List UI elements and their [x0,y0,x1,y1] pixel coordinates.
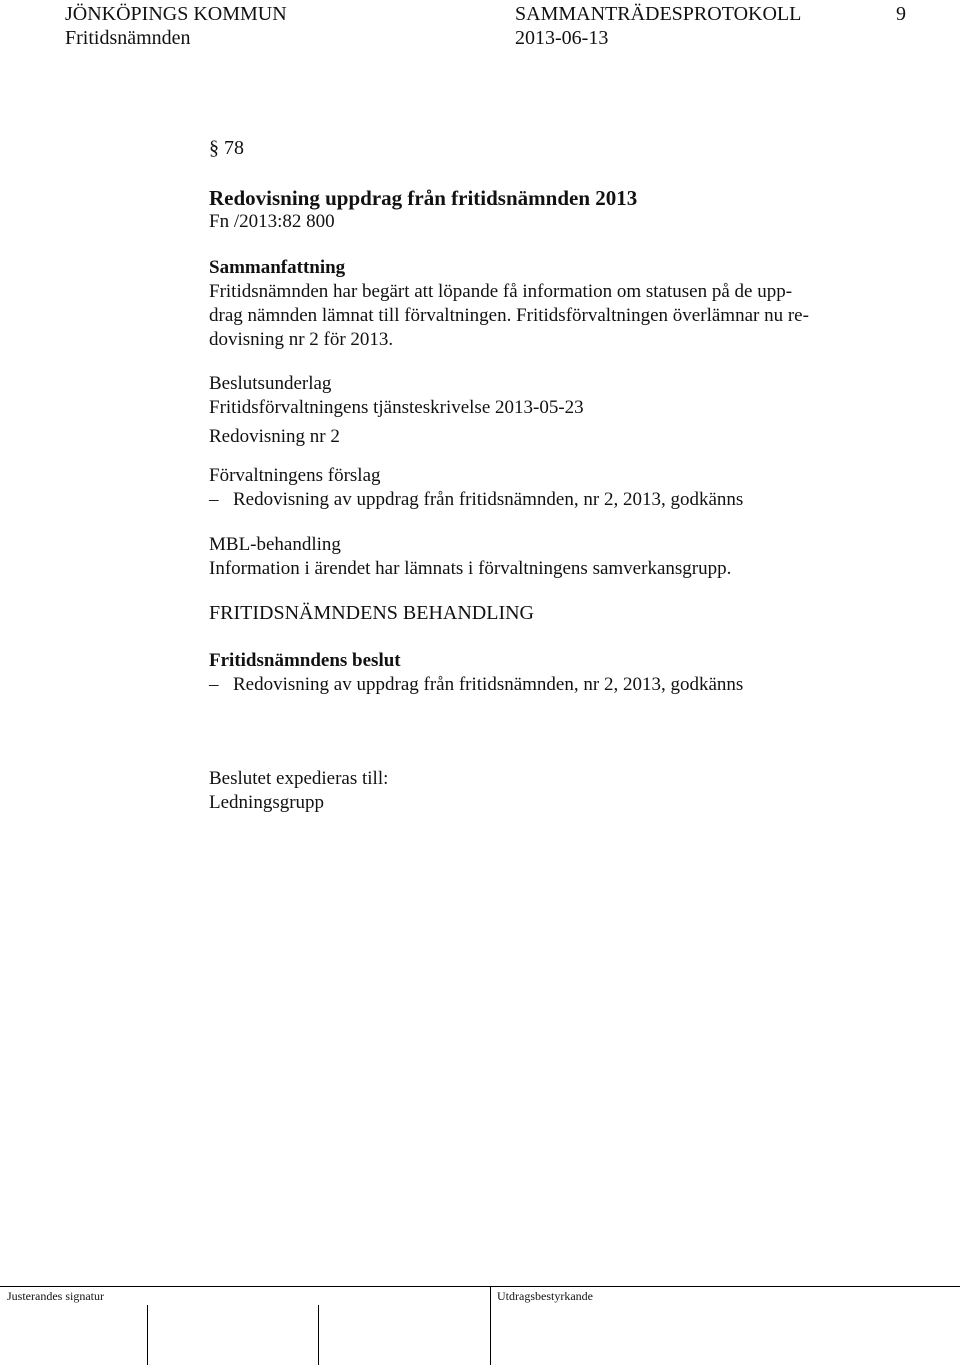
mbl-heading: MBL-behandling [209,534,341,555]
summary-line: drag nämnden lämnat till förvaltningen. Fritidsförvaltningen överlämnar nu re- [209,305,809,326]
distribution-label: Beslutet expedieras till: [209,768,389,789]
signature-box-divider [318,1305,319,1365]
attestation-label: Utdragsbestyrkande [497,1289,593,1303]
decision-text: Redovisning av uppdrag från fritidsnämnden, nr 2, 2013, godkänns [233,674,744,695]
item-title: Redovisning uppdrag från fritidsnämnden 2013 [209,186,638,210]
document-type: SAMMANTRÄDESPROTOKOLL [515,3,802,25]
organization-name: JÖNKÖPINGS KOMMUN [65,3,287,25]
mbl-text: Information i ärendet har lämnats i förvaltningens samverkansgrupp. [209,558,732,579]
handling-heading: FRITIDSNÄMNDENS BEHANDLING [209,602,534,624]
proposal-item [209,489,743,512]
signature-box-divider [147,1305,148,1365]
proposal-text: Redovisning av uppdrag från fritidsnämnden, nr 2, 2013, godkänns [233,489,744,510]
decision-heading: Fritidsnämndens beslut [209,650,401,671]
dash-bullet: – [209,489,219,510]
summary-line: Fritidsnämnden har begärt att löpande få information om statusen på de upp- [209,281,793,302]
signature-box-divider [490,1287,491,1365]
basis-heading: Beslutsunderlag [209,373,332,394]
basis-item: Redovisning nr 2 [209,426,340,447]
committee-name: Fritidsnämnden [65,27,191,49]
proposal-heading: Förvaltningens förslag [209,465,381,486]
signature-label: Justerandes signatur [7,1289,104,1303]
summary-heading: Sammanfattning [209,257,346,278]
reference-number: Fn /2013:82 800 [209,211,335,232]
distribution-recipient: Ledningsgrupp [209,792,325,813]
meeting-date: 2013-06-13 [515,27,609,49]
basis-item: Fritidsförvaltningens tjänsteskrivelse 2013-05-23 [209,397,584,418]
dash-bullet: – [209,674,219,695]
page-number: 9 [896,3,906,25]
section-number: § 78 [209,137,244,159]
summary-line: dovisning nr 2 för 2013. [209,329,394,350]
decision-item [209,674,743,697]
footer-divider [0,1286,960,1287]
